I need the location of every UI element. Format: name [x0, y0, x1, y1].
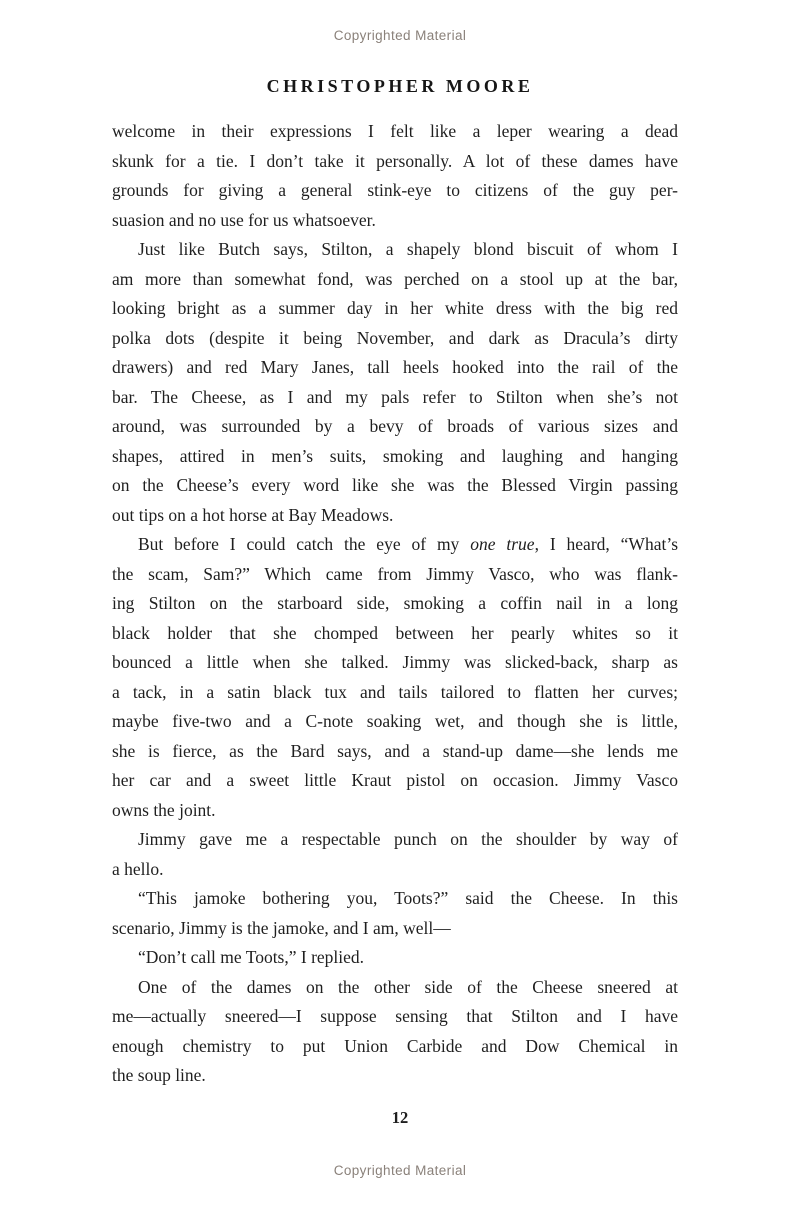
text-line: “Don’t call me Toots,” I replied. [138, 947, 365, 967]
text-line: drawers) and red Mary Janes, tall heels hooked into the rail of the [112, 357, 678, 377]
text-line: But before I could catch the eye of my one true, I heard, “What’s [138, 534, 679, 554]
text-line: enough chemistry to put Union Carbide and Dow Chemical in [112, 1035, 678, 1056]
text-line: a tack, in a satin black tux and tails tailored to flatten her curves; [112, 681, 678, 702]
text-line: Jimmy gave me a respectable punch on the shoulder by way of [138, 829, 678, 849]
text-line: the scam, Sam?” Which came from Jimmy Vasco, who was flank- [112, 563, 678, 584]
paragraph [112, 530, 678, 825]
text-line: shapes, attired in men’s suits, smoking and laughing and hanging [112, 445, 678, 466]
paragraph [112, 973, 678, 1091]
text-line: ing Stilton on the starboard side, smoking a coffin nail in a long [112, 593, 678, 613]
copyright-notice-top: Copyrighted Material [333, 28, 467, 43]
author-header: CHRISTOPHER MOORE [266, 76, 534, 96]
text-line: scenario, Jimmy is the jamoke, and I am, well— [112, 917, 451, 938]
text-line: bounced a little when she talked. Jimmy was slicked-back, sharp as [112, 652, 678, 672]
text-line: black holder that she chomped between her pearly whites so it [112, 622, 678, 643]
text-line: am more than somewhat fond, was perched on a stool up at the bar, [112, 268, 678, 289]
text-line: her car and a sweet little Kraut pistol on occasion. Jimmy Vasco [112, 770, 678, 790]
text-line: skunk for a tie. I don’t take it personally. A lot of these dames have [112, 150, 678, 171]
paragraph [112, 235, 678, 530]
text-line: me—actually sneered—I suppose sensing that Stilton and I have [112, 1006, 678, 1026]
text-line: Just like Butch says, Stilton, a shapely blond biscuit of whom I [138, 239, 678, 259]
text-line: on the Cheese’s every word like she was the Blessed Virgin passing [112, 475, 678, 495]
text-line: out tips on a hot horse at Bay Meadows. [112, 504, 394, 525]
text-line: looking bright as a summer day in her white dress with the big red [112, 298, 678, 318]
text-line: bar. The Cheese, as I and my pals refer to Stilton when she’s not [112, 386, 678, 407]
paragraph [112, 825, 678, 884]
text-line: “This jamoke bothering you, Toots?” said the Cheese. In this [138, 888, 678, 908]
paragraph [112, 117, 678, 235]
text-line: the soup line. [112, 1065, 206, 1085]
text-line: owns the joint. [112, 799, 216, 820]
paragraph [112, 943, 678, 973]
copyright-notice-bottom: Copyrighted Material [333, 1163, 467, 1178]
text-line: a hello. [112, 858, 164, 879]
text-line: grounds for giving a general stink-eye to citizens of the guy per- [112, 180, 678, 200]
text-line: maybe five-two and a C-note soaking wet, and though she is little, [112, 711, 678, 731]
text-line: she is fierce, as the Bard says, and a stand-up dame—she lends me [112, 740, 678, 761]
text-line: around, was surrounded by a bevy of broads of various sizes and [112, 416, 678, 436]
text-line: welcome in their expressions I felt like a leper wearing a dead [112, 121, 678, 141]
page-number: 12 [391, 1108, 409, 1127]
text-line: One of the dames on the other side of the Cheese sneered at [138, 976, 678, 997]
body-text [112, 117, 678, 1091]
paragraph [112, 884, 678, 943]
text-line: polka dots (despite it being November, and dark as Dracula’s dirty [112, 327, 678, 348]
text-line: suasion and no use for us whatsoever. [112, 209, 376, 230]
